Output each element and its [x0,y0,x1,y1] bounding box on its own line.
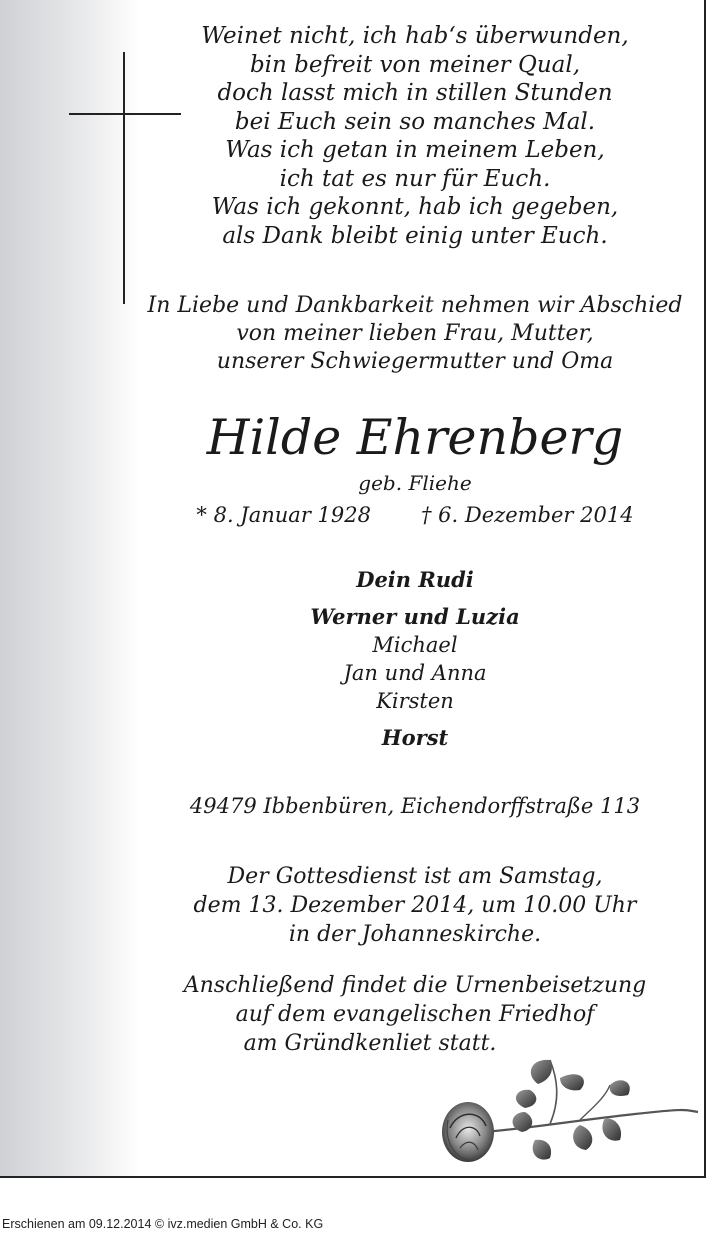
intro-line: von meiner lieben Frau, Mutter, [236,321,594,346]
poem-line: bin befreit von meiner Qual, [249,51,581,78]
left-shade [0,0,140,1176]
poem-line: bei Euch sein so manches Mal. [234,108,596,135]
poem-line: doch lasst mich in stillen Stunden [217,80,613,106]
burial-line: auf dem evangelischen Friedhof [235,1002,595,1027]
farewell-intro [125,292,705,376]
mourner-other: Horst [381,725,449,750]
poem-line: ich tat es nur für Euch. [279,165,551,192]
mourner-grandchild: Jan und Anna [343,661,487,685]
service-line: Der Gottesdienst ist am Samstag, [227,864,603,889]
birth-name: geb. Fliehe [358,471,472,495]
mourner-grandchild: Kirsten [376,689,454,713]
rose-icon [430,1040,700,1170]
mourner-child-couple: Werner und Luzia [310,604,520,629]
poem-line: Was ich getan in meinem Leben, [225,137,605,163]
intro-line: In Liebe und Dankbarkeit nehmen wir Abschied [147,293,683,318]
poem [125,22,705,250]
poem-line: Was ich gekonnt, hab ich gegeben, [211,194,619,220]
mourners [125,566,705,752]
address: 49479 Ibbenbüren, Eichendorffstraße 113 [189,794,641,818]
service-line: dem 13. Dezember 2014, um 10.00 Uhr [193,893,637,918]
burial-line: Anschließend findet die Urnenbeisetzung [183,973,647,998]
poem-line: Weinet nicht, ich hab‘s überwunden, [201,23,629,49]
mourner-spouse: Dein Rudi [356,567,474,592]
deceased-name: Hilde Ehrenberg [206,409,624,466]
birth-date: * 8. Januar 1928 [196,503,371,527]
service-info [125,862,705,949]
service-line: in der Johanneskirche. [288,922,542,947]
poem-line: als Dank bleibt einig unter Euch. [222,222,608,249]
mourner-grandchild: Michael [372,633,458,657]
burial-line: am Gründkenliet statt. [243,1031,497,1056]
life-dates [125,500,705,530]
intro-line: unserer Schwiegermutter und Oma [216,349,614,374]
publication-footer: Erschienen am 09.12.2014 © ivz.medien GmbH & Co. KG [2,1217,324,1231]
death-date: † 6. Dezember 2014 [420,503,634,527]
